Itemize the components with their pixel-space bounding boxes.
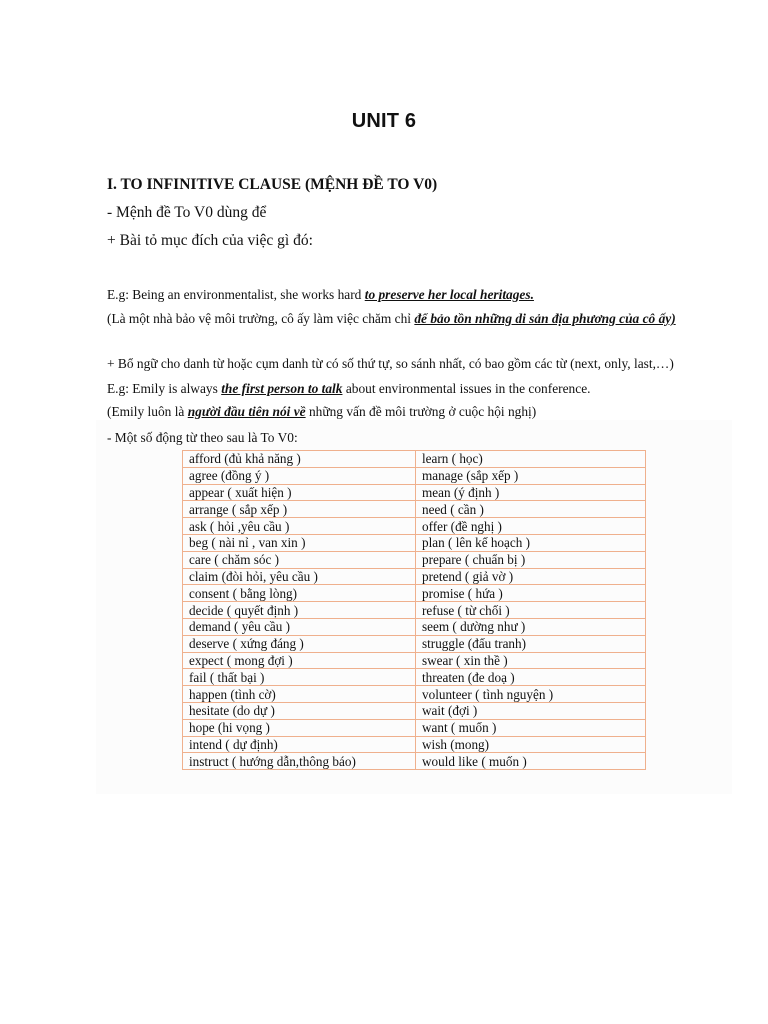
verb-cell-left: agree (đồng ý ) (183, 467, 416, 484)
verb-cell-left: expect ( mong đợi ) (183, 652, 416, 669)
verb-cell-right: pretend ( giả vờ ) (416, 568, 646, 585)
verb-cell-right: struggle (đấu tranh) (416, 635, 646, 652)
example-2-vi-suffix: những vấn đề môi trường ở cuộc hội nghị) (305, 404, 537, 419)
list-intro: - Một số động từ theo sau là To V0: (107, 430, 298, 445)
example-1 (107, 287, 534, 303)
verb-cell-left: claim (đòi hỏi, yêu cầu ) (183, 568, 416, 585)
example-2-highlight: the first person to talk (221, 381, 343, 396)
verb-cell-right: need ( cần ) (416, 501, 646, 518)
verb-cell-left: happen (tình cờ) (183, 686, 416, 703)
table-row (183, 501, 646, 518)
bullet-2: + Bổ ngữ cho danh từ hoặc cụm danh từ có số thứ tự, so sánh nhất, có bao gồm các từ (next, only, last,…) (107, 356, 674, 371)
example-1-vi-highlight: để bảo tồn những di sản địa phương của cô ấy) (414, 311, 676, 326)
table-row (183, 551, 646, 568)
table-row (183, 518, 646, 535)
example-2-suffix: about environmental issues in the conference. (342, 381, 591, 396)
table-row (183, 736, 646, 753)
example-2 (107, 381, 590, 397)
table-row (183, 568, 646, 585)
table-row (183, 585, 646, 602)
table-row (183, 618, 646, 635)
example-1-translation (107, 311, 676, 327)
verb-cell-left: deserve ( xứng đáng ) (183, 635, 416, 652)
verb-cell-left: arrange ( sắp xếp ) (183, 501, 416, 518)
example-1-highlight: to preserve her local heritages. (364, 287, 534, 302)
verb-cell-right: wish (mong) (416, 736, 646, 753)
table-row (183, 451, 646, 468)
example-2-vi-prefix: (Emily luôn là (107, 404, 188, 419)
table-row (183, 669, 646, 686)
example-1-prefix: E.g: Being an environmentalist, she works hard (107, 287, 365, 302)
verb-cell-right: promise ( hứa ) (416, 585, 646, 602)
verb-cell-left: demand ( yêu cầu ) (183, 618, 416, 635)
verb-cell-right: plan ( lên kế hoạch ) (416, 534, 646, 551)
verb-cell-right: offer (đề nghị ) (416, 518, 646, 535)
verb-cell-right: mean (ý định ) (416, 484, 646, 501)
table-row (183, 467, 646, 484)
example-2-prefix: E.g: Emily is always (107, 381, 222, 396)
verb-cell-right: seem ( dường như ) (416, 618, 646, 635)
table-row (183, 484, 646, 501)
table-row (183, 719, 646, 736)
table-row (183, 702, 646, 719)
table-row (183, 686, 646, 703)
example-1-vi-prefix: (Là một nhà bảo vệ môi trường, cô ấy làm việc chăm chỉ (107, 311, 415, 326)
verb-cell-right: wait (đợi ) (416, 702, 646, 719)
table-row (183, 652, 646, 669)
verb-cell-right: threaten (đe doạ ) (416, 669, 646, 686)
verb-cell-right: learn ( học) (416, 451, 646, 468)
page-title: UNIT 6 (351, 110, 417, 132)
table-row (183, 635, 646, 652)
intro-line-1: - Mệnh đề To V0 dùng để (107, 204, 267, 221)
verb-cell-left: instruct ( hướng dẫn,thông báo) (183, 753, 416, 770)
verb-cell-right: volunteer ( tình nguyện ) (416, 686, 646, 703)
verb-cell-left: beg ( nài nỉ , van xin ) (183, 534, 416, 551)
verb-cell-left: care ( chăm sóc ) (183, 551, 416, 568)
table-row (183, 602, 646, 619)
verb-cell-left: intend ( dự định) (183, 736, 416, 753)
verb-cell-left: hesitate (do dự ) (183, 702, 416, 719)
verb-cell-right: want ( muốn ) (416, 719, 646, 736)
section-heading: I. TO INFINITIVE CLAUSE (MỆNH ĐỀ TO V0) (107, 176, 438, 193)
verb-cell-right: prepare ( chuẩn bị ) (416, 551, 646, 568)
verb-cell-left: decide ( quyết định ) (183, 602, 416, 619)
verb-cell-left: consent ( bằng lòng) (183, 585, 416, 602)
verb-cell-right: would like ( muốn ) (416, 753, 646, 770)
verb-cell-left: afford (đủ khả năng ) (183, 451, 416, 468)
example-2-vi-highlight: người đầu tiên nói về (187, 404, 306, 419)
intro-line-2: + Bài tỏ mục đích của việc gì đó: (107, 232, 313, 249)
example-2-translation (107, 404, 536, 420)
verb-cell-left: appear ( xuất hiện ) (183, 484, 416, 501)
table-row (183, 753, 646, 770)
verb-cell-left: ask ( hỏi ,yêu cầu ) (183, 518, 416, 535)
verb-cell-left: fail ( thất bại ) (183, 669, 416, 686)
verb-cell-right: refuse ( từ chối ) (416, 602, 646, 619)
verb-cell-right: swear ( xin thề ) (416, 652, 646, 669)
table-row (183, 534, 646, 551)
verb-table (182, 450, 646, 770)
verb-cell-right: manage (sắp xếp ) (416, 467, 646, 484)
verb-cell-left: hope (hi vọng ) (183, 719, 416, 736)
